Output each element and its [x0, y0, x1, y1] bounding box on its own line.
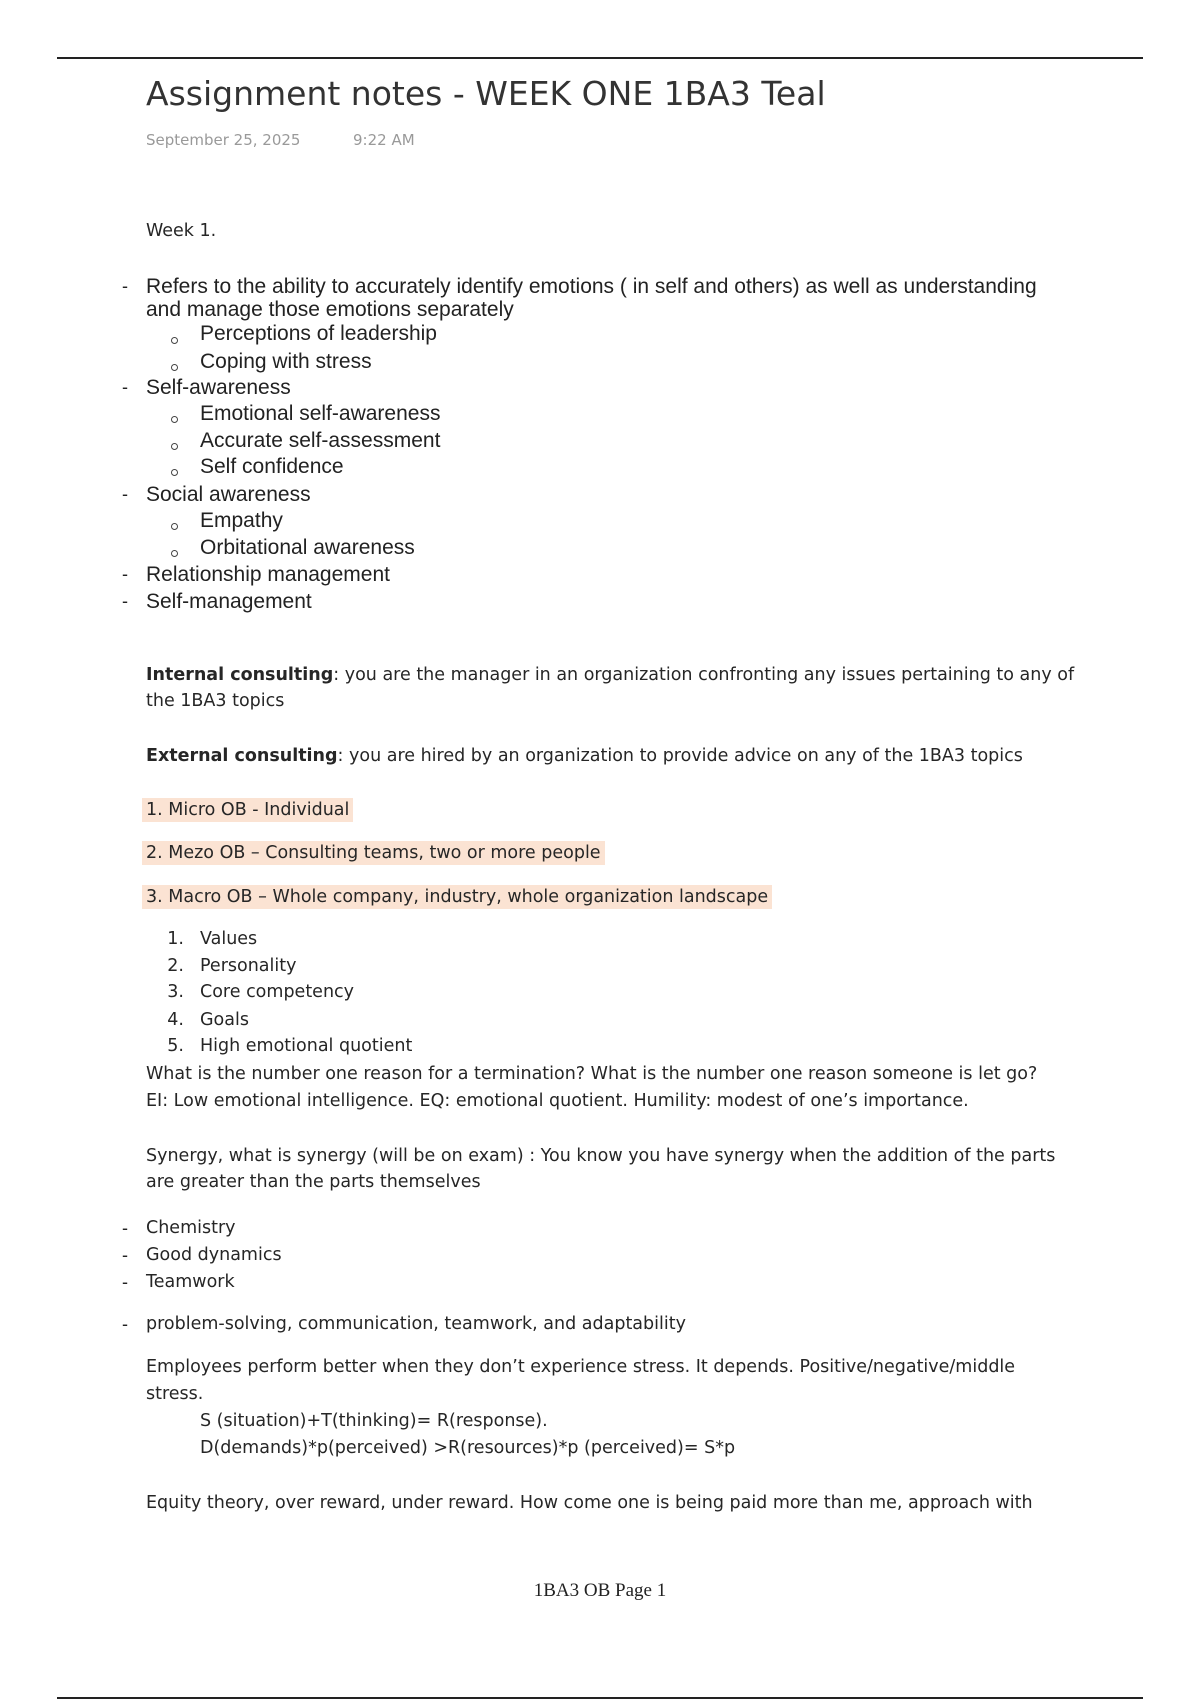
- week-heading: Week 1.: [146, 221, 217, 241]
- bullet-dash: -: [122, 1218, 128, 1238]
- termination-line1: What is the number one reason for a termination? What is the number one reason someone is let go?: [146, 1064, 1038, 1084]
- bullet-dash: -: [122, 377, 128, 397]
- ei-intro-sub: Perceptions of leadership: [200, 322, 437, 345]
- synergy-line2: are greater than the parts themselves: [146, 1172, 481, 1192]
- ei-intro-line2: and manage those emotions separately: [146, 298, 514, 321]
- self-awareness-sub: Emotional self-awareness: [200, 402, 441, 425]
- highlight: 2. Mezo OB – Consulting teams, two or more people: [142, 841, 605, 865]
- skills-item: problem-solving, communication, teamwork, and adaptability: [146, 1314, 686, 1334]
- external-consulting-text: : you are hired by an organization to provide advice on any of the 1BA3 topics: [337, 746, 1023, 766]
- synergy-bullet: Teamwork: [146, 1272, 235, 1292]
- ob-level-macro: [146, 887, 772, 907]
- page-footer: 1BA3 OB Page 1: [533, 1580, 667, 1601]
- bullet-dash: -: [122, 1314, 128, 1334]
- sub-bullet-circle: [171, 469, 178, 476]
- self-awareness-item: Self-awareness: [146, 376, 291, 399]
- page-time: 9:22 AM: [353, 131, 415, 149]
- list-number: 2.: [167, 956, 184, 976]
- bullet-dash: -: [122, 1272, 128, 1292]
- ob-level-mezo: [146, 843, 605, 863]
- sub-bullet-circle: [171, 550, 178, 557]
- list-number: 1.: [167, 929, 184, 949]
- synergy-bullet: Chemistry: [146, 1218, 236, 1238]
- list-item: Values: [200, 929, 258, 949]
- stress-formula-1: S (situation)+T(thinking)= R(response).: [200, 1411, 548, 1431]
- social-awareness-sub: Empathy: [200, 509, 283, 532]
- sub-bullet-circle: [171, 416, 178, 423]
- page-title: Assignment notes - WEEK ONE 1BA3 Teal: [146, 74, 826, 113]
- self-management-item: Self-management: [146, 590, 312, 613]
- social-awareness-item: Social awareness: [146, 483, 311, 506]
- internal-consulting-text: : you are the manager in an organization confronting any issues pertaining to any of: [333, 665, 1075, 685]
- sub-bullet-circle: [171, 337, 178, 344]
- stress-line1: Employees perform better when they don’t experience stress. It depends. Positive/negative/middle: [146, 1357, 1016, 1377]
- page-date: September 25, 2025: [146, 131, 301, 149]
- top-rule: [57, 57, 1143, 59]
- bullet-dash: -: [122, 564, 128, 584]
- synergy-bullet: Good dynamics: [146, 1245, 282, 1265]
- list-number: 5.: [167, 1036, 184, 1056]
- ob-level-micro: [146, 800, 353, 820]
- list-item: Core competency: [200, 982, 355, 1002]
- list-number: 3.: [167, 982, 184, 1002]
- highlight: 1. Micro OB - Individual: [142, 798, 353, 822]
- bullet-dash: -: [122, 591, 128, 611]
- internal-consulting-label: Internal consulting: [146, 665, 334, 685]
- relationship-management-item: Relationship management: [146, 563, 390, 586]
- internal-consulting-line2: the 1BA3 topics: [146, 691, 285, 711]
- bullet-dash: -: [122, 1245, 128, 1265]
- highlight: 3. Macro OB – Whole company, industry, whole organization landscape: [142, 885, 772, 909]
- equity-line: Equity theory, over reward, under reward. How come one is being paid more than me, approach with: [146, 1493, 1033, 1513]
- ei-intro-line1: Refers to the ability to accurately identify emotions ( in self and others) as well as understanding: [146, 275, 1037, 298]
- external-consulting-label: External consulting: [146, 746, 338, 766]
- stress-line2: stress.: [146, 1384, 204, 1404]
- self-awareness-sub: Accurate self-assessment: [200, 429, 441, 452]
- list-item: Personality: [200, 956, 297, 976]
- list-number: 4.: [167, 1010, 184, 1030]
- sub-bullet-circle: [171, 364, 178, 371]
- bullet-dash: -: [122, 484, 128, 504]
- bottom-rule: [57, 1697, 1143, 1699]
- social-awareness-sub: Orbitational awareness: [200, 536, 415, 559]
- stress-formula-2: D(demands)*p(perceived) >R(resources)*p (perceived)= S*p: [200, 1438, 736, 1458]
- internal-consulting-line1: [146, 665, 1074, 685]
- synergy-line1: Synergy, what is synergy (will be on exam) : You know you have synergy when the addition of the parts: [146, 1146, 1056, 1166]
- bullet-dash: -: [122, 276, 128, 296]
- external-consulting-line: [146, 746, 1023, 766]
- sub-bullet-circle: [171, 523, 178, 530]
- list-item: Goals: [200, 1010, 249, 1030]
- termination-line2: EI: Low emotional intelligence. EQ: emotional quotient. Humility: modest of one’s importance.: [146, 1091, 969, 1111]
- list-item: High emotional quotient: [200, 1036, 413, 1056]
- sub-bullet-circle: [171, 443, 178, 450]
- ei-intro-sub: Coping with stress: [200, 350, 372, 373]
- self-awareness-sub: Self confidence: [200, 455, 344, 478]
